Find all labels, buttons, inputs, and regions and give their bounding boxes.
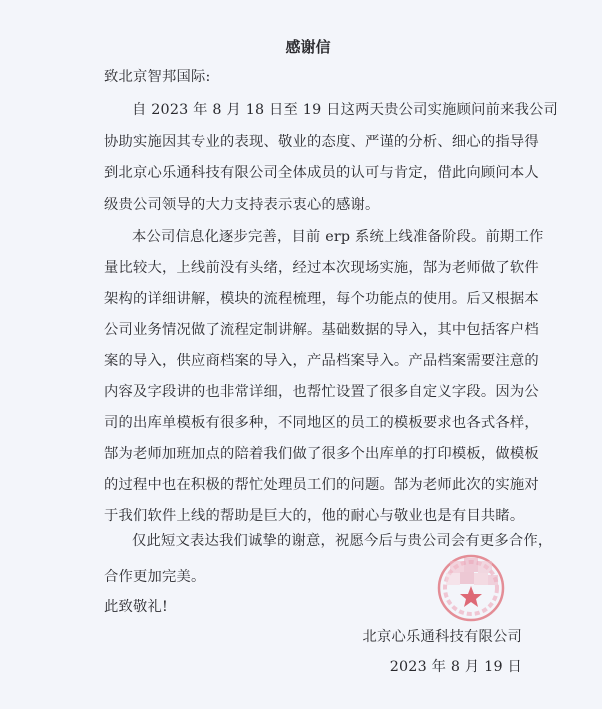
closing: 此致敬礼! xyxy=(104,599,168,615)
paragraph-2-line: 量比较大，上线前没有头绪，经过本次现场实施，郜为老师做了软件 xyxy=(104,260,539,276)
paragraph-3-line: 合作更加完美。 xyxy=(104,569,206,585)
paragraph-2-line: 公司业务情况做了流程定制讲解。基础数据的导入，其中包括客户档 xyxy=(104,322,539,338)
signature-company: 北京心乐通科技有限公司 xyxy=(362,629,522,645)
paragraph-2-line: 的过程中也在积极的帮忙处理员工们的问题。郜为老师此次的实施对 xyxy=(104,477,539,493)
paragraph-1-line: 协助实施因其专业的表现、敬业的态度、严谨的分析、细心的指导得 xyxy=(104,134,539,150)
paragraph-2-line: 郜为老师加班加点的陪着我们做了很多个出库单的打印模板，做模板 xyxy=(104,446,539,462)
company-stamp xyxy=(436,553,506,623)
star-icon xyxy=(460,586,482,607)
paragraph-2-line: 架构的详细讲解，模块的流程梳理，每个功能点的使用。后又根据本 xyxy=(104,291,539,307)
greeting: 致北京智邦国际: xyxy=(104,69,211,85)
paragraph-1-line: 级贵公司领导的大力支持表示衷心的感谢。 xyxy=(104,197,380,213)
paragraph-2-line: 本公司信息化逐步完善，目前 erp 系统上线准备阶段。前期工作 xyxy=(132,229,544,245)
paragraph-3-line: 仅此短文表达我们诚挚的谢意，祝愿今后与贵公司会有更多合作， xyxy=(132,533,553,549)
paragraph-2-line: 于我们软件上线的帮助是巨大的，他的耐心与敬业也是有目共睹。 xyxy=(104,508,525,524)
paragraph-1-line: 自 2023 年 8 月 18 日至 19 日这两天贵公司实施顾问前来我公司 xyxy=(132,102,559,118)
signature-date: 2023 年 8 月 19 日 xyxy=(389,659,522,675)
paragraph-1-line: 到北京心乐通科技有限公司全体成员的认可与肯定，借此向顾问本人 xyxy=(104,165,539,181)
paragraph-2-line: 内容及字段讲的也非常详细，也帮忙设置了很多自定义字段。因为公 xyxy=(104,384,539,400)
letter-title: 感谢信 xyxy=(285,38,331,56)
stamp-mosaic xyxy=(446,558,498,585)
paragraph-2-line: 案的导入，供应商档案的导入，产品档案导入。产品档案需要注意的 xyxy=(104,353,539,369)
paragraph-2-line: 司的出库单模板有很多种，不同地区的员工的模板要求也各式各样， xyxy=(104,415,539,431)
